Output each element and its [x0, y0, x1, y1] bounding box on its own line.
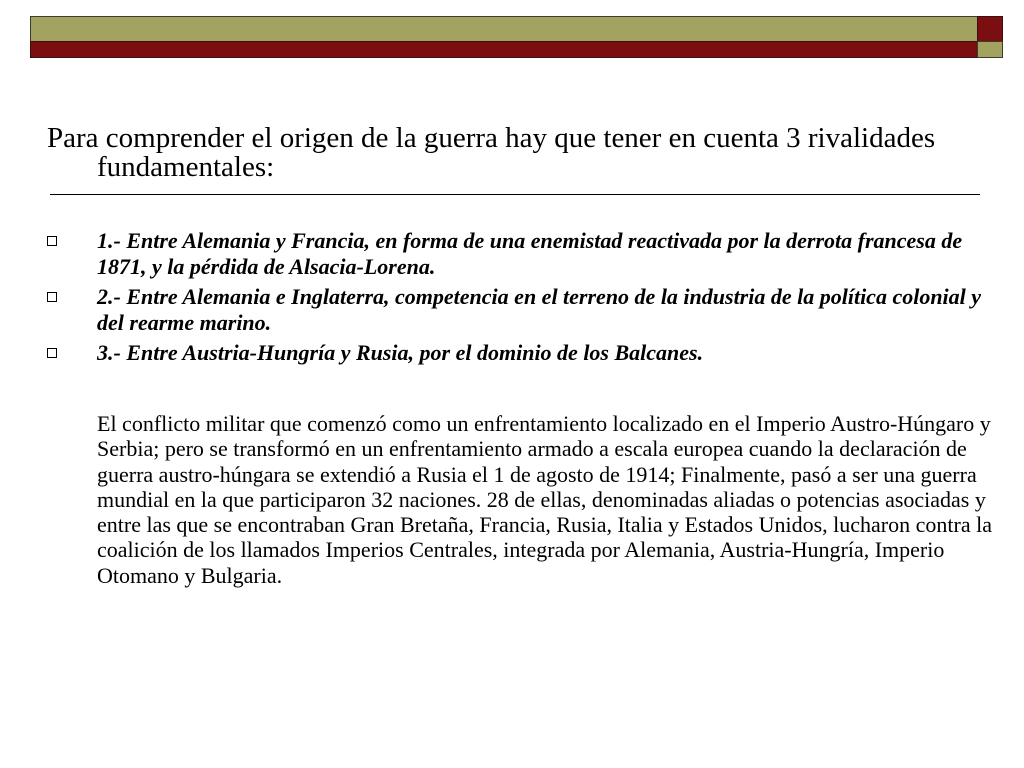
list-item-text: 1.- Entre Alemania y Francia, en forma de una enemistad reactivada por la derrota francesa de 1871, y la pérdida de Alsacia-Lorena.	[97, 228, 963, 279]
list-item	[44, 284, 994, 336]
header-bar-olive	[30, 16, 978, 42]
slide-title: Para comprender el origen de la guerra hay que tener en cuenta 3 rivalidades fundamentales:	[47, 122, 936, 183]
body-paragraph: El conflicto militar que comenzó como un enfrentamiento localizado en el Imperio Austro-Húngaro y Serbia; pero se transformó en un enfrentamiento armado a escala europea cuando la declaración de guerra austro-húngara se extendió a Rusia el 1 de agosto de 1914; Finalmente, pasó a ser una guerra mundial en la que participaron 32 naciones. 28 de ellas, denominadas aliadas o potencias asociadas y entre las que se encontraban Gran Bretaña, Francia, Rusia, Italia y Estados Unidos, lucharon contra la coalición de los llamados Imperios Centrales, integrada por Alemania, Austria-Hungría, Imperio Otomano y Bulgaria.	[97, 411, 992, 588]
list-item-text: 2.- Entre Alemania e Inglaterra, competencia en el terreno de la industria de la política colonial y del rearme marino.	[97, 284, 982, 335]
header-bar-maroon	[30, 41, 978, 58]
square-bullet-icon	[47, 292, 57, 302]
header-square-olive	[977, 41, 1003, 58]
list-item	[44, 228, 994, 280]
square-bullet-icon	[47, 348, 57, 358]
title-underline	[50, 194, 980, 195]
square-bullet-icon	[47, 236, 57, 246]
list-item-text: 3.- Entre Austria-Hungría y Rusia, por el dominio de los Balcanes.	[97, 340, 704, 365]
header-square-maroon	[977, 16, 1003, 42]
rivalries-list	[44, 228, 994, 370]
list-item	[44, 340, 994, 366]
